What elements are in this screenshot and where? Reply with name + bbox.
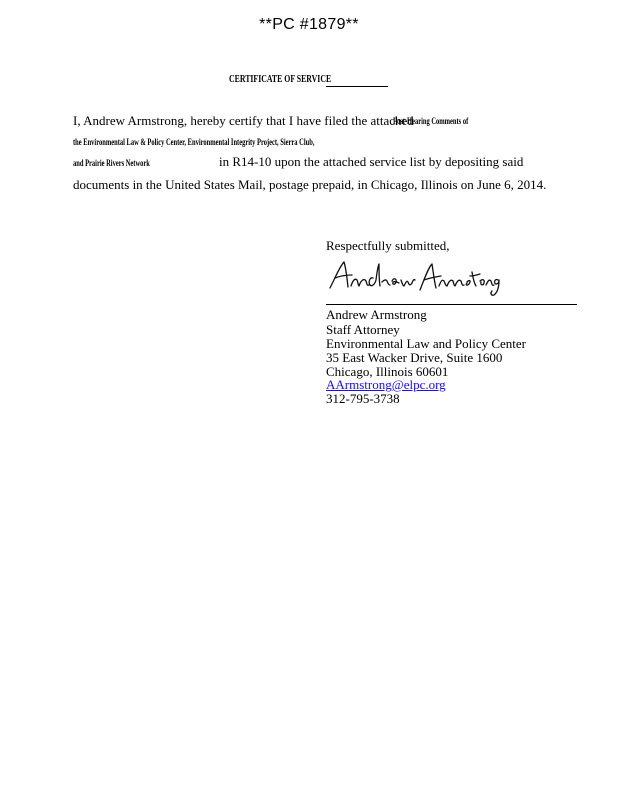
email-link[interactable]: AArmstrong@elpc.org [326,377,446,392]
certificate-line-3: in R14-10 upon the attached service list by depositing said [219,154,524,169]
filing-name-part-3: and Prairie Rivers Network [73,158,150,168]
certificate-title: CERTIFICATE OF SERVICE [229,74,332,85]
title-underline [326,86,388,87]
signer-name: Andrew Armstrong [326,307,427,322]
filing-name-part-1: Post-Hearing Comments of [393,116,469,126]
signer-organization: Environmental Law and Policy Center [326,336,527,351]
certificate-line-4: documents in the United States Mail, postage prepaid, in Chicago, Illinois on June 6, 2014. [73,177,547,192]
filing-name-part-2: the Environmental Law & Policy Center, Environmental Integrity Project, Sierra Club, [73,137,315,147]
closing-text: Respectfully submitted, [326,238,450,253]
signer-title: Staff Attorney [326,322,400,337]
handwritten-signature [326,258,501,303]
certificate-line-1: I, Andrew Armstrong, hereby certify that I have filed the attached [73,113,414,128]
signature-line [326,304,577,305]
signature-graphic [326,258,501,298]
address-line-2: Chicago, Illinois 60601 [326,364,449,379]
phone-number: 312-795-3738 [326,391,400,406]
pc-number-header: **PC #1879** [259,16,359,33]
address-line-1: 35 East Wacker Drive, Suite 1600 [326,350,503,365]
